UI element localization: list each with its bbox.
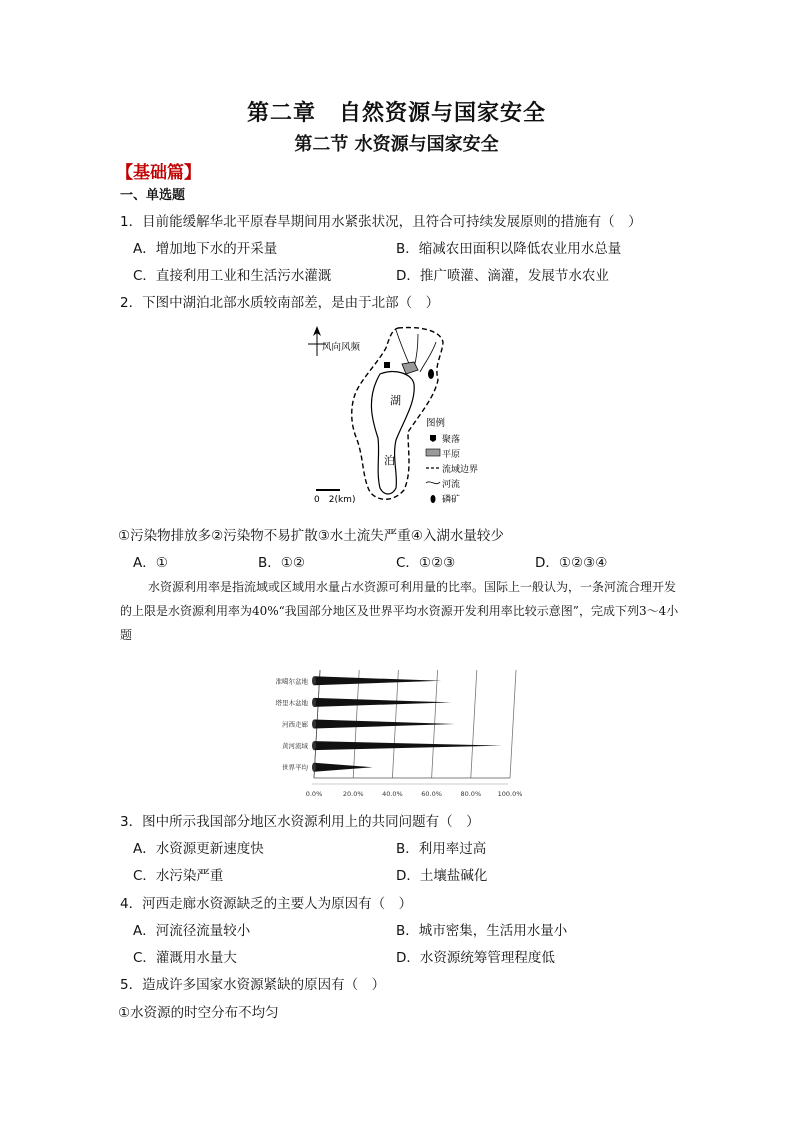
legend-title: 图例 (426, 418, 446, 429)
question-3-option-c: C．水污染严重 (133, 868, 224, 884)
legend-plain-icon (426, 449, 440, 456)
question-4-option-b: B．城市密集，生活用水量小 (396, 923, 568, 939)
subsection-heading: 一、单选题 (120, 188, 186, 203)
legend-phosphate-icon (431, 495, 436, 503)
x-tick-label: 0.0% (305, 790, 323, 798)
bar (314, 698, 451, 707)
category-label: 塔里木盆地 (275, 698, 308, 707)
legend-river-icon (426, 482, 440, 484)
x-tick-label: 60.0% (421, 790, 442, 798)
x-tick-label: 100.0% (497, 790, 523, 798)
river-1 (396, 330, 410, 366)
bar (314, 676, 441, 685)
question-3-option-d: D．土壤盐碱化 (396, 868, 488, 884)
legend-item-river: 河流 (442, 480, 461, 490)
category-label: 世界平均 (282, 763, 308, 772)
bar-base (312, 720, 316, 729)
legend-item-boundary: 流域边界 (442, 465, 479, 475)
category-label: 河西走廊 (282, 720, 308, 729)
plain-area (402, 362, 418, 374)
bar-base (312, 763, 316, 772)
question-1-option-b: B．缩减农田面积以降低农业用水总量 (396, 241, 622, 257)
legend-item-phosphate: 磷矿 (442, 495, 461, 505)
question-1-option-a: A．增加地下水的开采量 (133, 241, 278, 257)
question-2-option-a: A．① (133, 555, 168, 571)
grid-line (510, 670, 516, 778)
x-tick-label: 20.0% (342, 790, 364, 798)
section-title: 第二节 水资源与国家安全 (294, 134, 499, 155)
legend-item-settlement: 聚落 (442, 435, 461, 445)
lake-label-2: 泊 (384, 454, 395, 467)
legend-item-plain: 平原 (442, 450, 461, 460)
lake-map-figure (300, 322, 500, 512)
question-2-option-b: B．①② (258, 555, 305, 571)
question-3-option-a: A．水资源更新速度快 (133, 841, 264, 857)
question-4-stem: 4．河西走廊水资源缺乏的主要人为原因有（ ） (120, 896, 413, 912)
question-2-option-c: C．①②③ (396, 555, 456, 571)
compass-label: 风向风频 (322, 342, 361, 353)
passage-text: 水资源利用率是指流域或区域用水量占水资源可利用量的比率。国际上一般认为，一条河流合理开发的上限是水资源利用率为40%“我国部分地区及世界平均水资源开发利用率比较示意图”，完成下列3～4小题 (120, 580, 679, 642)
question-3-stem: 3．图中所示我国部分地区水资源利用上的共同问题有（ ） (120, 814, 480, 830)
question-2-statements: ①污染物排放多②污染物不易扩散③水土流失严重④入湖水量较少 (118, 528, 504, 544)
question-5-stem: 5．造成许多国家水资源紧缺的原因有（ ） (120, 977, 386, 993)
bar (314, 720, 455, 729)
lake-label-1: 湖 (390, 394, 401, 407)
question-1-option-c: C．直接利用工业和生活污水灌溉 (133, 268, 332, 284)
x-tick-label: 80.0% (460, 790, 482, 798)
question-4-option-a: A．河流径流量较小 (133, 923, 251, 939)
bar-base (312, 676, 316, 685)
legend-settlement-icon (430, 435, 436, 442)
question-1-stem: 1．目前能缓解华北平原春旱期间用水紧张状况，且符合可持续发展原则的措施有（ ） (120, 214, 642, 230)
x-tick-label: 40.0% (382, 790, 403, 798)
settlement-marker (384, 362, 390, 368)
grid-line (471, 670, 477, 778)
question-2-stem: 2．下图中湖泊北部水质较南部差，是由于北部（ ） (120, 295, 440, 311)
question-3-option-b: B．利用率过高 (396, 841, 487, 857)
scale-label: 0 2(km) (314, 495, 356, 505)
phosphate-marker (428, 369, 434, 379)
chapter-title: 第二章 自然资源与国家安全 (246, 100, 546, 126)
bar (314, 741, 502, 750)
bar-base (312, 741, 316, 750)
water-use-chart (258, 664, 528, 804)
category-label: 黄河流域 (282, 742, 308, 751)
question-1-option-d: D．推广喷灌、滴灌，发展节水农业 (396, 268, 609, 284)
part-label: 【基础篇】 (116, 163, 201, 183)
question-2-option-d: D．①②③④ (535, 555, 608, 571)
bar (314, 763, 373, 772)
question-4-option-c: C．灌溉用水量大 (133, 950, 237, 966)
category-label: 准噶尔盆地 (275, 677, 308, 686)
question-4-option-d: D．水资源统筹管理程度低 (396, 950, 555, 966)
bar-base (312, 698, 316, 707)
question-5-statement-1: ①水资源的时空分布不均匀 (118, 1005, 279, 1021)
river-3 (420, 342, 436, 372)
